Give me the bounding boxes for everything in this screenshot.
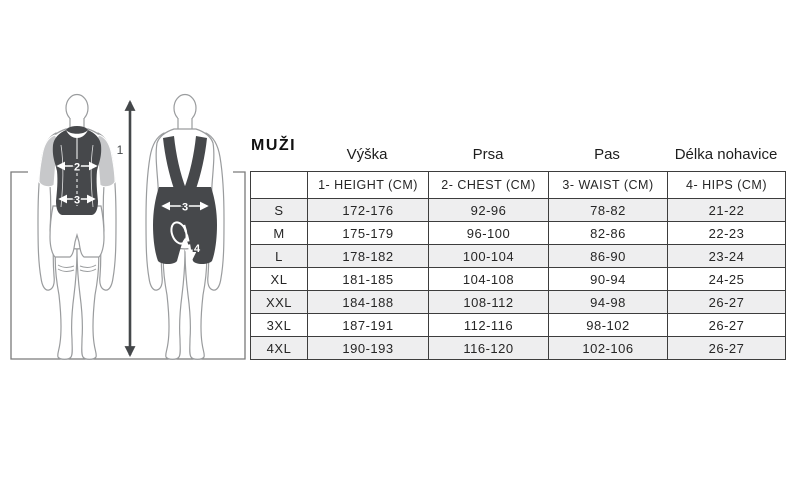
size-cell: XL — [251, 268, 308, 291]
hips-column-header: 4- HIPS (CM) — [668, 172, 786, 199]
height-cell: 172-176 — [308, 199, 429, 222]
height-cell: 181-185 — [308, 268, 429, 291]
size-cell: M — [251, 222, 308, 245]
table-subheader-row — [251, 172, 786, 199]
chest-column-header: 2- CHEST (CM) — [429, 172, 549, 199]
men-size-table — [250, 171, 786, 360]
hips-cell: 21-22 — [668, 199, 786, 222]
waist-cell: 78-82 — [549, 199, 668, 222]
waist-column-header: 3- WAIST (CM) — [549, 172, 668, 199]
height-column-header: 1- HEIGHT (CM) — [308, 172, 429, 199]
size-cell: S — [251, 199, 308, 222]
chest-cell: 116-120 — [429, 337, 549, 360]
header-vyska: Výška — [346, 146, 388, 163]
figure-left-leg — [55, 247, 77, 359]
hips-cell: 26-27 — [668, 337, 786, 360]
height-cell: 175-179 — [308, 222, 429, 245]
table-row-l — [251, 245, 786, 268]
table-row-s — [251, 199, 786, 222]
chest-cell: 92-96 — [429, 199, 549, 222]
chest-cell: 112-116 — [429, 314, 549, 337]
bib-shorts-figure — [146, 95, 224, 360]
table-row-xl — [251, 268, 786, 291]
chest-cell: 100-104 — [429, 245, 549, 268]
figure-neck — [178, 117, 192, 130]
table-row-4xl — [251, 337, 786, 360]
header-delka-nohavice: Délka nohavice — [674, 146, 778, 163]
size-cell: 3XL — [251, 314, 308, 337]
waist-cell: 86-90 — [549, 245, 668, 268]
table-row-3xl — [251, 314, 786, 337]
height-cell: 190-193 — [308, 337, 429, 360]
height-cell: 184-188 — [308, 291, 429, 314]
page-title: MUŽI — [251, 137, 297, 154]
size-cell: L — [251, 245, 308, 268]
size-cell: 4XL — [251, 337, 308, 360]
size-cell: XXL — [251, 291, 308, 314]
chest-cell: 96-100 — [429, 222, 549, 245]
waist-cell: 82-86 — [549, 222, 668, 245]
hips-cell: 26-27 — [668, 314, 786, 337]
pant-leg-marker-label: 4 — [193, 243, 201, 255]
table-row-xxl — [251, 291, 786, 314]
waist-cell: 102-106 — [549, 337, 668, 360]
jersey-waist-marker-label: 3 — [73, 194, 81, 207]
waist-cell: 94-98 — [549, 291, 668, 314]
figure-right-leg — [77, 247, 99, 359]
height-marker-label: 1 — [116, 143, 124, 157]
chest-cell: 108-112 — [429, 291, 549, 314]
size-column-header — [251, 172, 308, 199]
bib-waist-marker-label: 3 — [181, 201, 189, 214]
hips-cell: 26-27 — [668, 291, 786, 314]
header-prsa: Prsa — [472, 146, 504, 163]
hips-cell: 23-24 — [668, 245, 786, 268]
height-cell: 178-182 — [308, 245, 429, 268]
table-row-m — [251, 222, 786, 245]
size-diagram-illustration — [0, 85, 250, 375]
chest-cell: 104-108 — [429, 268, 549, 291]
hips-cell: 24-25 — [668, 268, 786, 291]
waist-cell: 90-94 — [549, 268, 668, 291]
hips-cell: 22-23 — [668, 222, 786, 245]
jersey-figure — [38, 95, 116, 360]
waist-cell: 98-102 — [549, 314, 668, 337]
chest-marker-label: 2 — [73, 161, 81, 174]
height-cell: 187-191 — [308, 314, 429, 337]
header-pas: Pas — [594, 146, 620, 163]
